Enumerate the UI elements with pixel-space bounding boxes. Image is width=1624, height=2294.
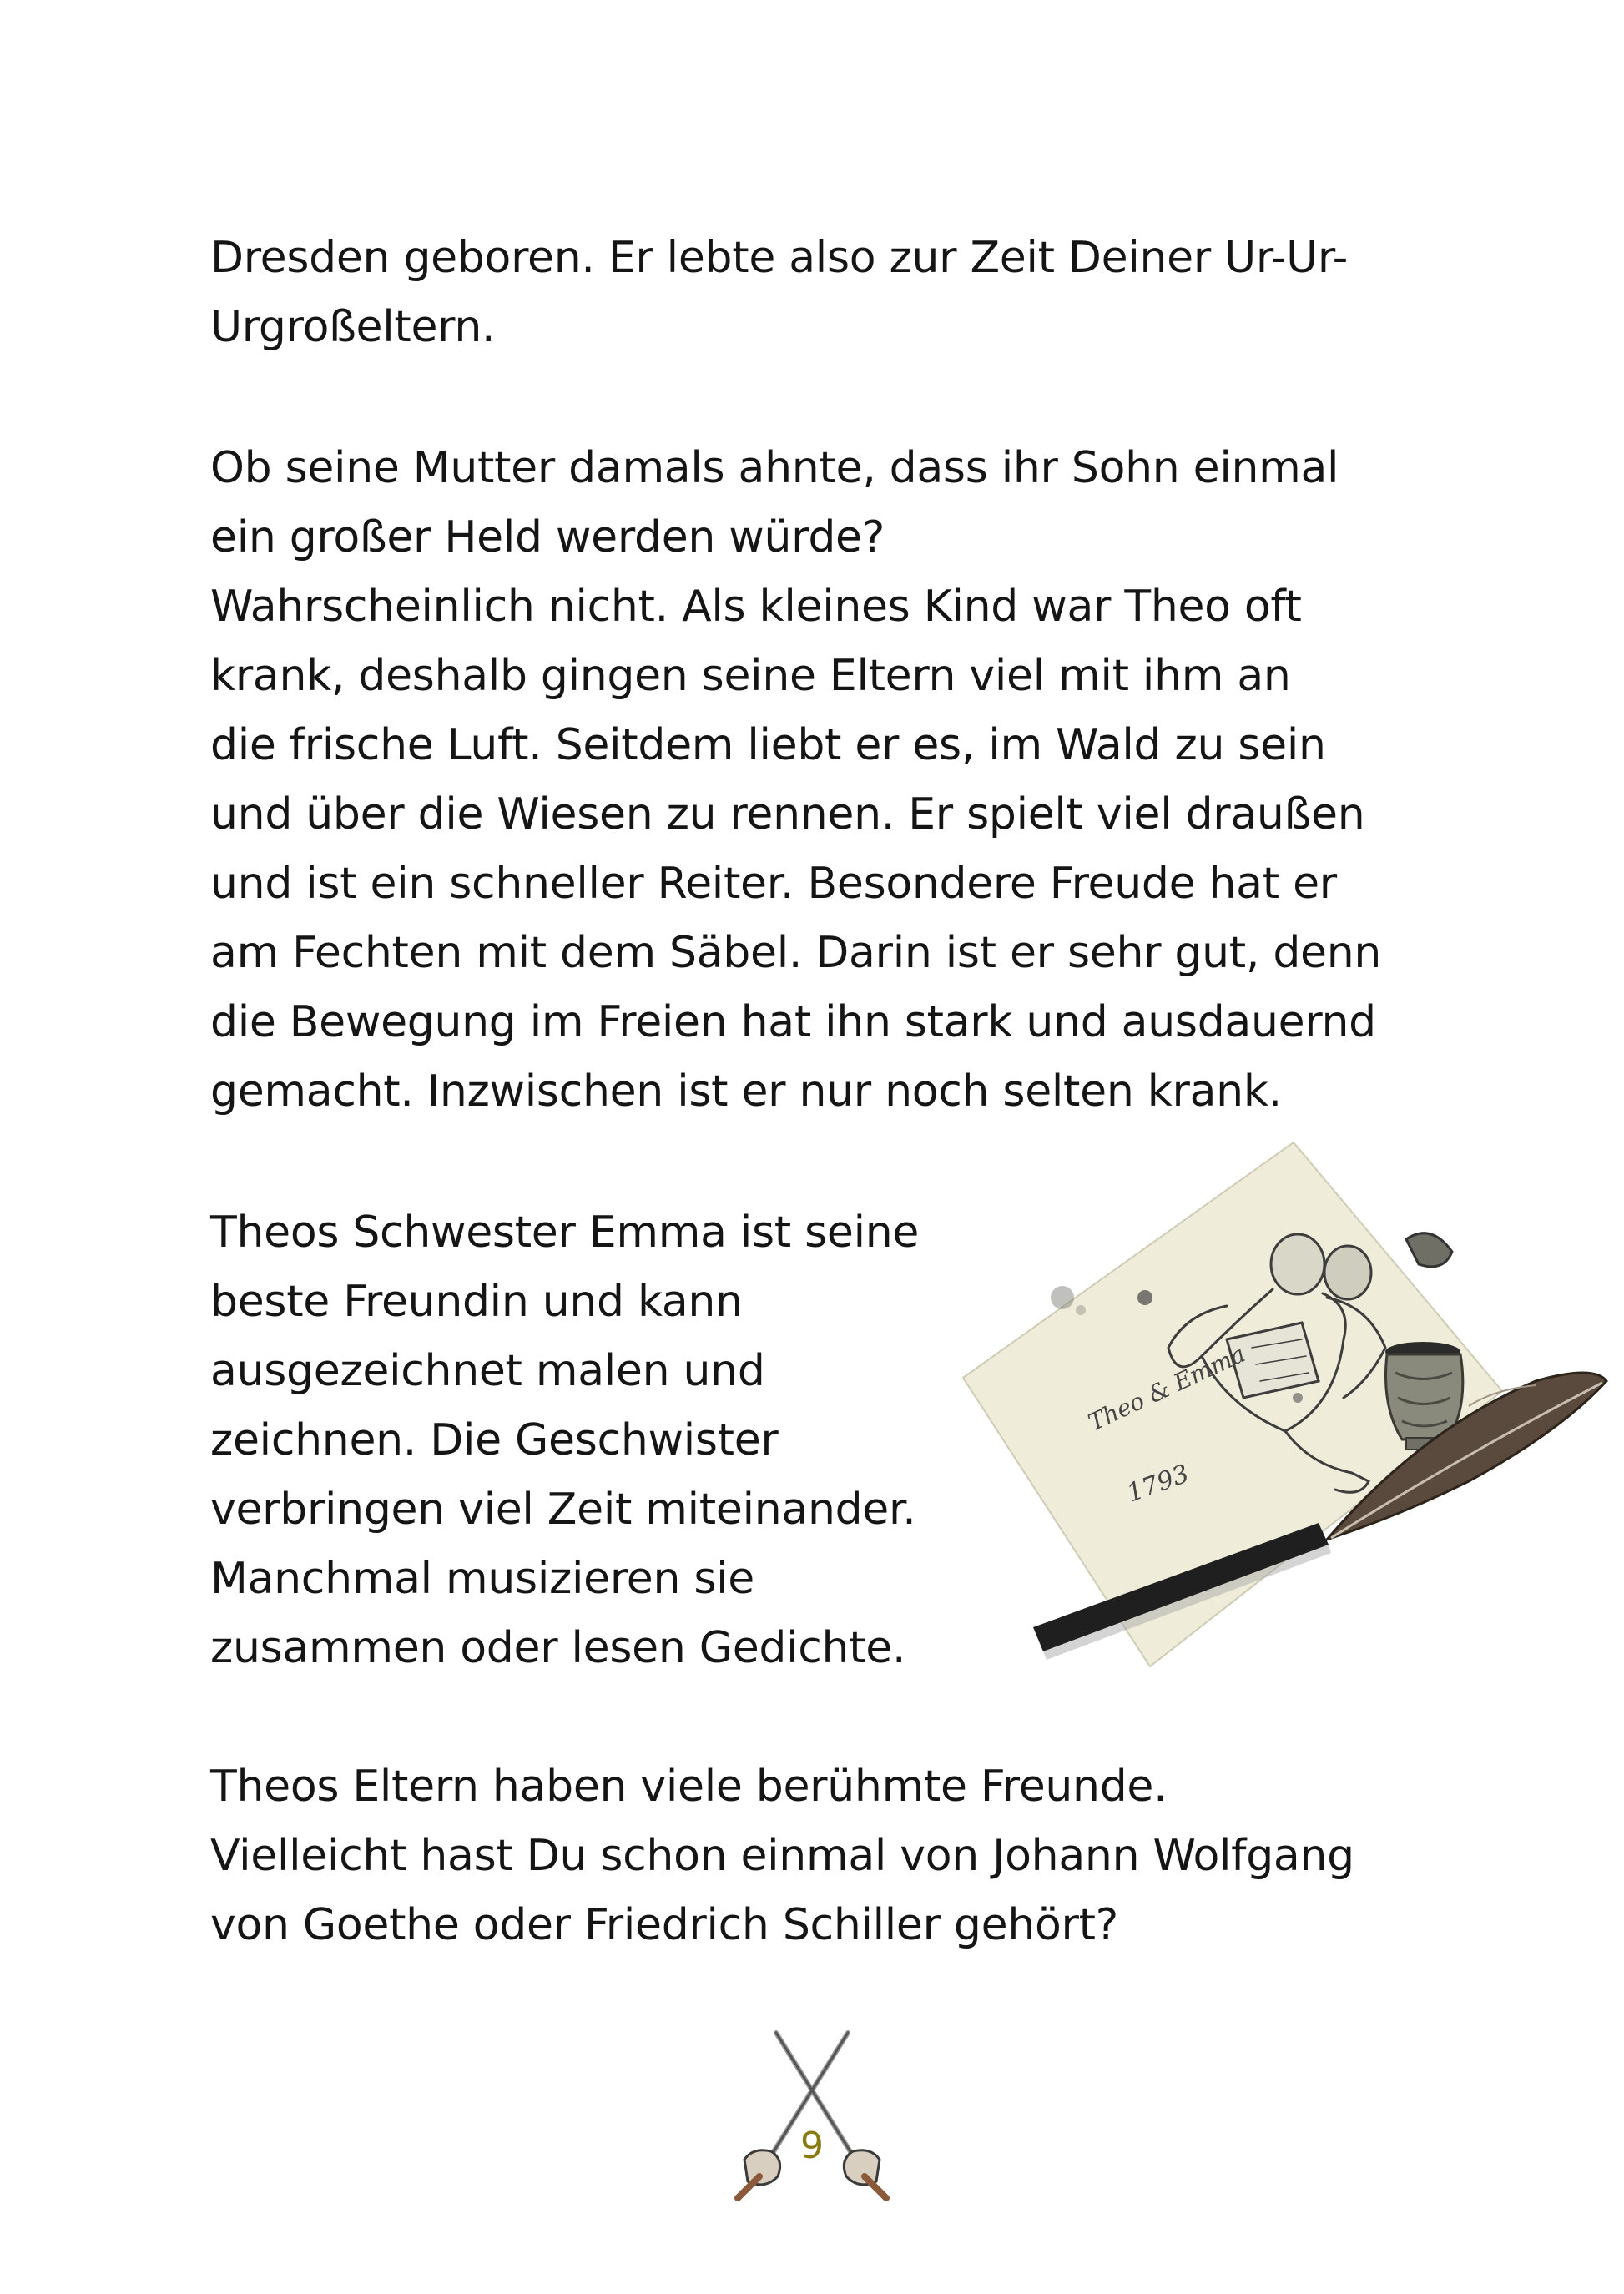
ink-blot xyxy=(1293,1393,1303,1403)
text-line: die Bewegung im Freien hat ihn stark und ausdauernd xyxy=(210,997,1376,1047)
text-line: Theos Schwester Emma ist seine xyxy=(210,1208,920,1258)
text-line: von Goethe oder Friedrich Schiller gehört? xyxy=(210,1900,1118,1950)
paragraph-parents-friends xyxy=(210,1752,1395,1960)
sketch-illustration xyxy=(951,1131,1619,1698)
ink-blot xyxy=(1076,1305,1086,1315)
ink-blot xyxy=(1137,1290,1152,1305)
text-line: Dresden geboren. Er lebte also zur Zeit Deiner Ur-Ur- xyxy=(210,233,1349,283)
text-line: ausgezeichnet malen und xyxy=(210,1346,765,1396)
text-line: Theos Eltern haben viele berühmte Freunde. xyxy=(210,1762,1168,1812)
text-line: Vielleicht hast Du schon einmal von Johann Wolfgang xyxy=(210,1831,1354,1881)
text-line: verbringen viel Zeit miteinander. xyxy=(210,1485,916,1535)
text-line: Manchmal musizieren sie xyxy=(210,1554,754,1604)
text-line: Urgroßeltern. xyxy=(210,302,496,352)
text-line: Ob seine Mutter damals ahnte, dass ihr Sohn einmal xyxy=(210,443,1339,493)
text-line: am Fechten mit dem Säbel. Darin ist er sehr gut, denn xyxy=(210,928,1382,978)
text-line: zusammen oder lesen Gedichte. xyxy=(210,1623,906,1673)
paragraph-birth xyxy=(210,224,1395,362)
text-line: und ist ein schneller Reiter. Besondere Freude hat er xyxy=(210,859,1337,909)
crossed-sabres-icon xyxy=(719,2026,905,2210)
handwritten-year: 1793 xyxy=(1122,1459,1193,1509)
ink-blot xyxy=(1051,1286,1074,1309)
page-number: 9 xyxy=(800,2125,824,2167)
handwritten-note: Theo & Emma xyxy=(1084,1339,1250,1437)
text-line: zeichnen. Die Geschwister xyxy=(210,1415,779,1465)
text-line: ein großer Held werden würde? xyxy=(210,512,885,562)
page-footer xyxy=(719,2026,905,2210)
text-line: gemacht. Inzwischen ist er nur noch selten krank. xyxy=(210,1066,1282,1117)
text-line: Wahrscheinlich nicht. Als kleines Kind war Theo oft xyxy=(210,582,1302,632)
text-line: die frische Luft. Seitdem liebt er es, im Wald zu sein xyxy=(210,720,1326,770)
paragraph-childhood xyxy=(210,434,1395,1127)
text-line: krank, deshalb gingen seine Eltern viel mit ihm an xyxy=(210,651,1291,701)
text-line: und über die Wiesen zu rennen. Er spielt viel draußen xyxy=(210,789,1365,839)
text-line: beste Freundin und kann xyxy=(210,1277,743,1327)
